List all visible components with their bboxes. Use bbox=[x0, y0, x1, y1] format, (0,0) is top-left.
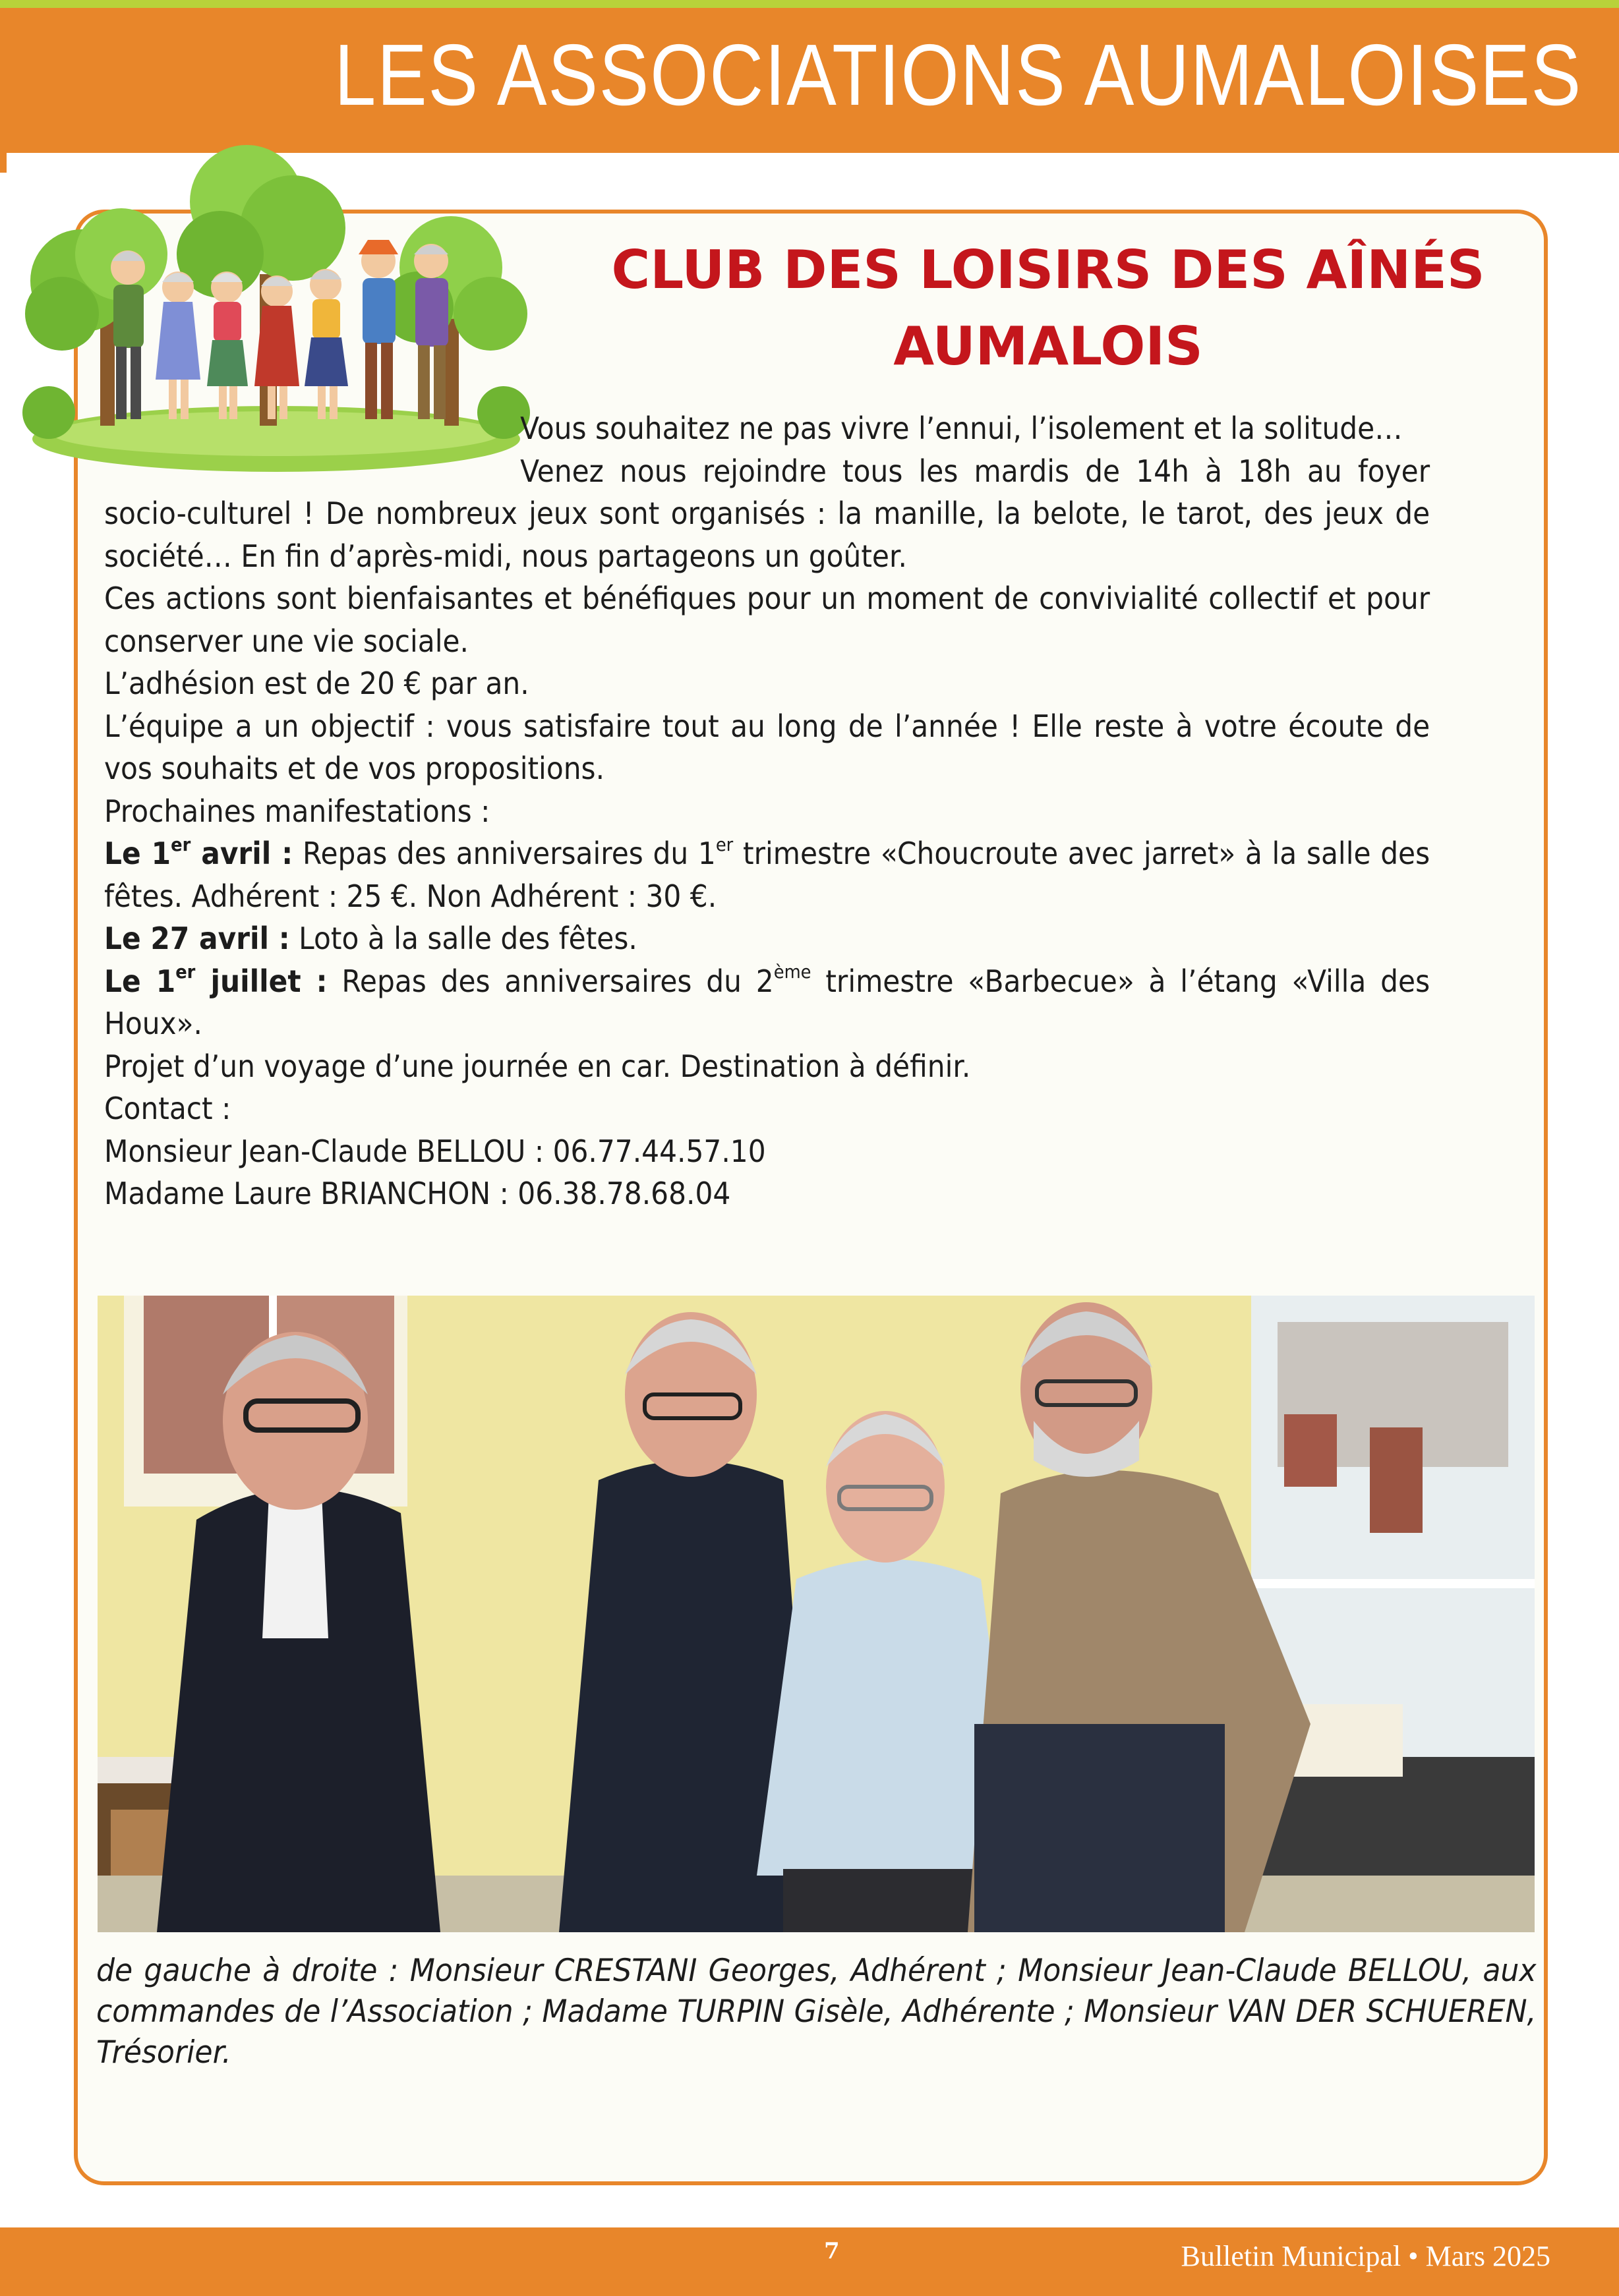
photo-caption: de gauche à droite : Monsieur CRESTANI Georges, Adhérent ; Monsieur Jean-Claude BELLOU, aux commandes de l’Association ; Madame TURPIN Gisèle, Adhérente ; Monsieur VAN DER SCHUEREN, Trésorier. bbox=[96, 1953, 1537, 2071]
margin-tab bbox=[0, 153, 7, 173]
prochaines-label: Prochaines manifestations : bbox=[104, 793, 490, 829]
person-2 bbox=[156, 272, 200, 419]
intro-line-1: Vous souhaitez ne pas vivre l’ennui, l’isolement et la solitude… bbox=[520, 411, 1403, 446]
intro-paragraph: socio-culturel ! De nombreux jeux sont organisés : la manille, la belote, le tarot, des jeux de société… En fin d’après-midi, nous partageons un goûter. bbox=[104, 496, 1430, 574]
person-7 bbox=[414, 244, 448, 419]
header-accent-stripe bbox=[0, 0, 1619, 8]
contact-1: Monsieur Jean-Claude BELLOU : 06.77.44.57.10 bbox=[104, 1133, 766, 1169]
bulletin-label: Bulletin Municipal • Mars 2025 bbox=[1181, 2240, 1550, 2272]
intro-line-2: Venez nous rejoindre tous les mardis de 14h à 18h au foyer bbox=[520, 453, 1430, 489]
event-2: Le 27 avril : Loto à la salle des fêtes. bbox=[104, 921, 637, 956]
contact-2: Madame Laure BRIANCHON : 06.38.78.68.04 bbox=[104, 1176, 731, 1211]
person-1 bbox=[111, 250, 145, 419]
club-title-line-1: CLUB DES LOISIRS DES AÎNÉS bbox=[611, 239, 1485, 301]
page-section-title: LES ASSOCIATIONS AUMALOISES bbox=[334, 26, 1582, 123]
group-photo bbox=[98, 1296, 1535, 1932]
contact-label: Contact : bbox=[104, 1091, 231, 1126]
club-title bbox=[567, 232, 1529, 385]
event-1: Le 1er avril : Repas des anniversaires du 1er trimestre «Choucroute avec jarret» à la salle des fêtes. Adhérent : 25 €. Non Adhérent : 30 €. bbox=[104, 833, 1430, 914]
adhesion-line: L’adhésion est de 20 € par an. bbox=[104, 666, 529, 701]
actions-paragraph: Ces actions sont bienfaisantes et bénéfiques pour un moment de convivialité collectif et pour conserver une vie sociale. bbox=[104, 581, 1430, 659]
person-3 bbox=[207, 272, 248, 419]
projet-line: Projet d’un voyage d’une journée en car. Destination à définir. bbox=[104, 1048, 971, 1084]
person-6 bbox=[359, 240, 398, 419]
article-body bbox=[104, 407, 1430, 1215]
page-number: 7 bbox=[824, 2238, 840, 2264]
equipe-paragraph: L’équipe a un objectif : vous satisfaire tout au long de l’année ! Elle reste à votre écoute de vos souhaits et de vos propositions. bbox=[104, 708, 1430, 786]
person-5 bbox=[305, 269, 348, 419]
club-title-line-2: AUMALOIS bbox=[893, 316, 1203, 377]
event-3: Le 1er juillet : Repas des anniversaires du 2ème trimestre «Barbecue» à l’étang «Villa des Houx». bbox=[104, 961, 1430, 1041]
